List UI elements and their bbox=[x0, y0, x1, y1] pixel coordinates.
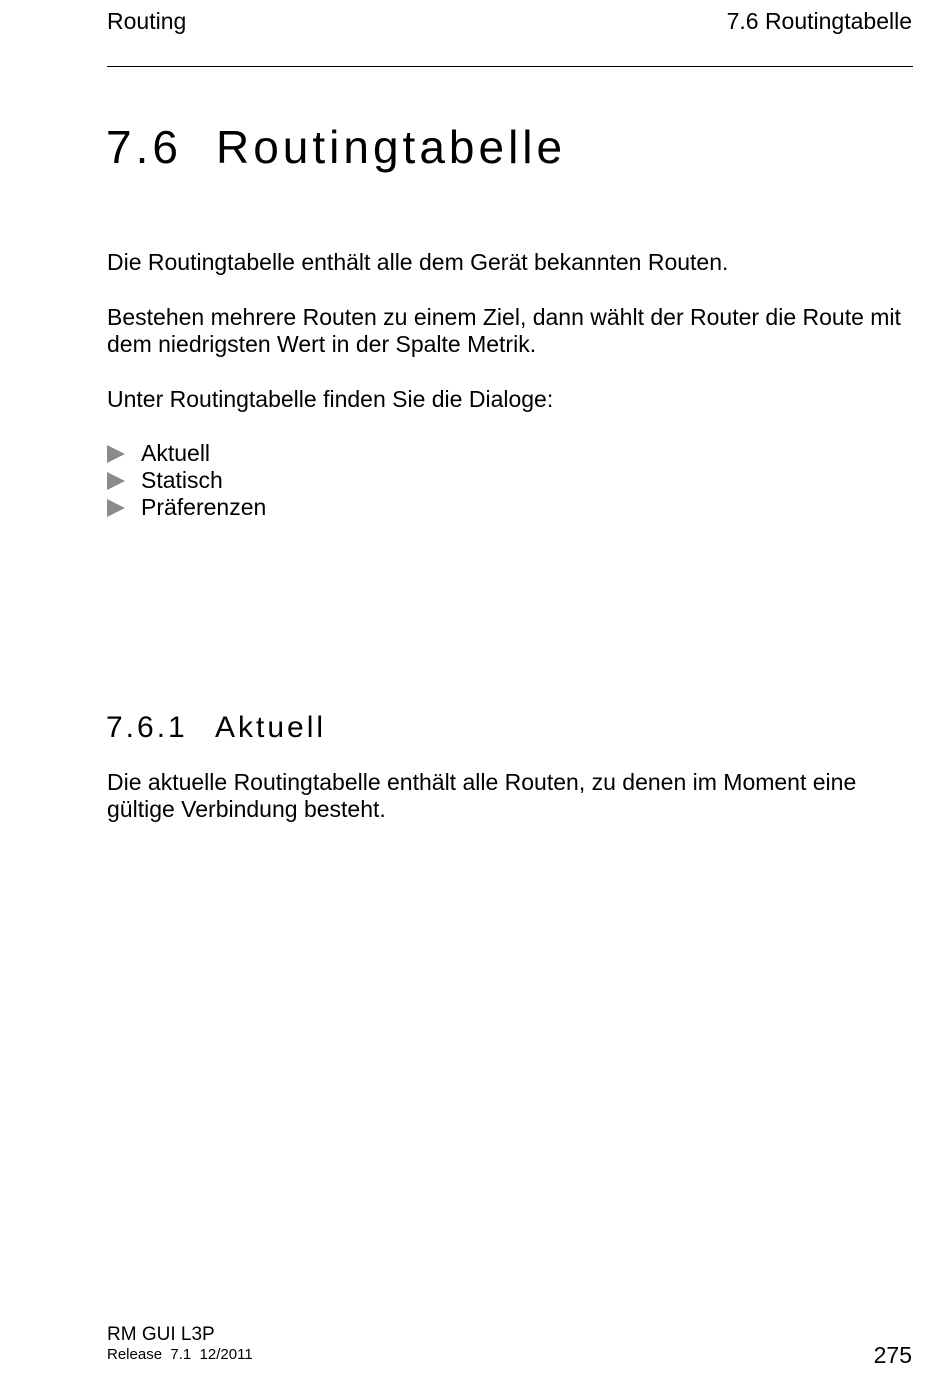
list-item-label: Statisch bbox=[141, 467, 223, 493]
running-header-section: 7.6 Routingtabelle bbox=[726, 8, 912, 34]
intro-paragraph: Die Routingtabelle enthält alle dem Gerät bekannten Routen. bbox=[107, 249, 729, 275]
list-item-label: Präferenzen bbox=[141, 494, 267, 520]
list-item bbox=[107, 440, 266, 467]
page-number: 275 bbox=[873, 1342, 912, 1368]
section-title-text: Aktuell bbox=[215, 711, 327, 744]
dialogs-intro-paragraph: Unter Routingtabelle finden Sie die Dialoge: bbox=[107, 386, 554, 412]
metric-paragraph: Bestehen mehrere Routen zu einem Ziel, dann wählt der Router die Route mit dem niedrigsten Wert in der Spalte Metrik. bbox=[107, 304, 901, 357]
list-item bbox=[107, 467, 266, 494]
header-divider bbox=[107, 66, 913, 67]
triangle-bullet-icon bbox=[107, 499, 125, 517]
chapter-number: 7.6 bbox=[106, 121, 182, 173]
footer-document-name: RM GUI L3P bbox=[107, 1324, 215, 1345]
triangle-bullet-icon bbox=[107, 445, 125, 463]
chapter-heading bbox=[106, 120, 566, 174]
section-body-paragraph: Die aktuelle Routingtabelle enthält alle Routen, zu denen im Moment eine gültige Verbindung besteht. bbox=[107, 769, 857, 822]
section-heading bbox=[106, 710, 326, 746]
list-item-label: Aktuell bbox=[141, 440, 211, 466]
triangle-bullet-icon bbox=[107, 472, 125, 490]
running-header-chapter: Routing bbox=[107, 8, 187, 34]
footer-release-info: Release 7.1 12/2011 bbox=[107, 1346, 253, 1363]
list-item bbox=[107, 494, 266, 521]
dialog-list bbox=[107, 440, 266, 521]
chapter-title-text: Routingtabelle bbox=[216, 121, 567, 173]
section-number: 7.6.1 bbox=[106, 711, 188, 744]
